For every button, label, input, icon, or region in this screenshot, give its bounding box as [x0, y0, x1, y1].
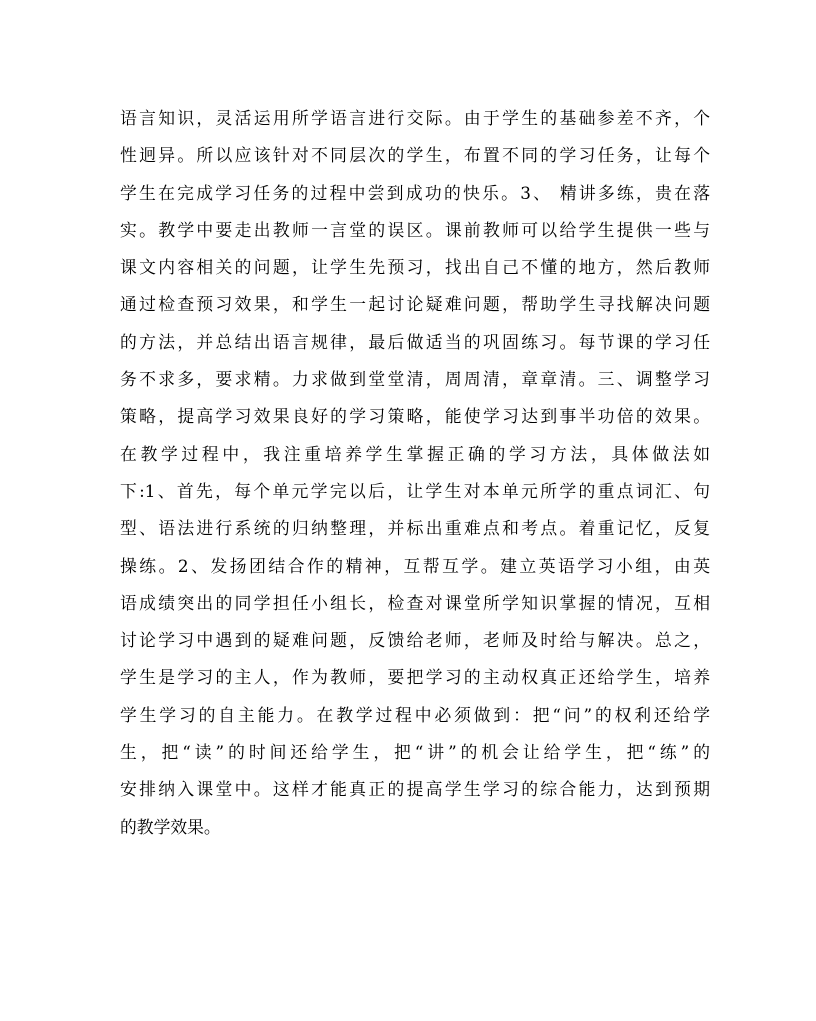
text-line: 在教学过程中，我注重培养学生掌握正确的学习方法，具体做法如 [120, 443, 710, 464]
text-line: 学生学习的自主能力。在教学过程中必须做到：把“问”的权利还给学 [120, 704, 710, 725]
text-line: 实。教学中要走出教师一言堂的误区。课前教师可以给学生提供一些与 [120, 219, 710, 240]
text-line: 通过检查预习效果，和学生一起讨论疑难问题，帮助学生寻找解决问题 [120, 294, 710, 315]
text-line: 课文内容相关的问题，让学生先预习，找出自己不懂的地方，然后教师 [120, 257, 710, 278]
text-line: 生，把“读”的时间还给学生，把“讲”的机会让给学生，把“练”的 [120, 742, 710, 763]
text-line: 安排纳入课堂中。这样才能真正的提高学生学习的综合能力，达到预期 [120, 779, 710, 800]
text-line: 操练。2、发扬团结合作的精神，互帮互学。建立英语学习小组，由英 [120, 555, 710, 576]
text-line: 下:1、首先，每个单元学完以后，让学生对本单元所学的重点词汇、句 [120, 480, 710, 501]
text-line: 的教学效果。 [120, 816, 221, 837]
text-line: 策略，提高学习效果良好的学习策略，能使学习达到事半功倍的效果。 [120, 406, 710, 427]
text-line: 语言知识，灵活运用所学语言进行交际。由于学生的基础参差不齐，个 [120, 108, 710, 128]
text-line: 讨论学习中遇到的疑难问题，反馈给老师，老师及时给与解决。总之， [120, 630, 710, 651]
body-text [120, 100, 710, 846]
text-line: 的方法，并总结出语言规律，最后做适当的巩固练习。每节课的学习任 [120, 331, 710, 352]
text-line: 型、语法进行系统的归纳整理，并标出重难点和考点。着重记忆，反复 [120, 518, 710, 539]
text-line: 语成绩突出的同学担任小组长，检查对课堂所学知识掌握的情况，互相 [120, 592, 710, 613]
text-line: 学生在完成学习任务的过程中尝到成功的快乐。3、 精讲多练，贵在落 [120, 182, 710, 203]
text-line: 性迥异。所以应该针对不同层次的学生，布置不同的学习任务，让每个 [120, 145, 710, 166]
text-line: 学生是学习的主人，作为教师，要把学习的主动权真正还给学生，培养 [120, 667, 710, 688]
text-line: 务不求多，要求精。力求做到堂堂清，周周清，章章清。三、调整学习 [120, 369, 710, 390]
